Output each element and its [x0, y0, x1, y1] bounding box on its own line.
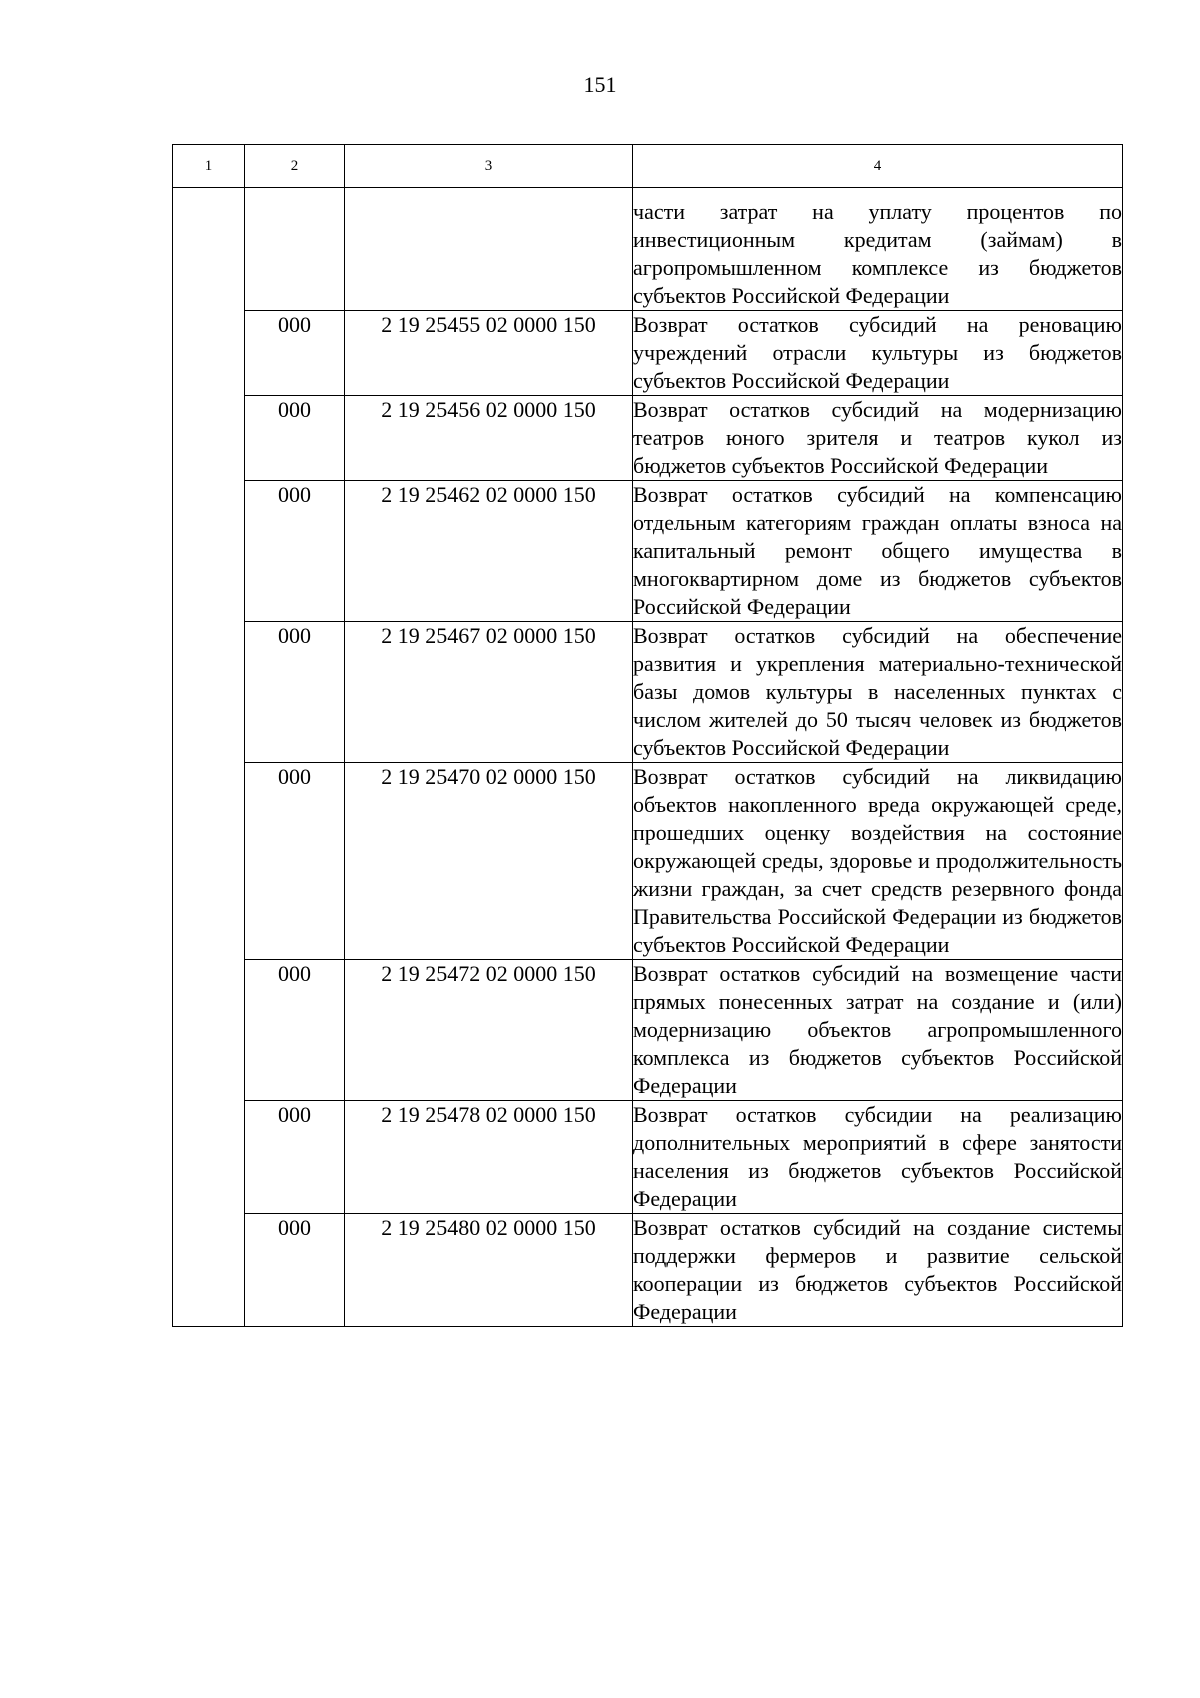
- admin-code: 000: [245, 1101, 345, 1214]
- admin-code: 000: [245, 960, 345, 1101]
- header-col-4: 4: [633, 145, 1123, 188]
- table-row: [173, 481, 1123, 622]
- table-row: [173, 1101, 1123, 1214]
- budget-code: 2 19 25478 02 0000 150: [345, 1101, 633, 1214]
- budget-code: 2 19 25472 02 0000 150: [345, 960, 633, 1101]
- admin-code: 000: [245, 481, 345, 622]
- admin-code: 000: [245, 763, 345, 960]
- continuation-description: [633, 188, 1123, 311]
- budget-code: 2 19 25455 02 0000 150: [345, 311, 633, 396]
- col1-merged-cell: [173, 188, 245, 1327]
- admin-code: 000: [245, 622, 345, 763]
- continuation-row: [173, 188, 1123, 311]
- description: Возврат остатков субсидий на реновацию учреждений отрасли культуры из бюджетов субъектов Российской Федерации: [633, 311, 1123, 396]
- table-row: [173, 622, 1123, 763]
- admin-code: 000: [245, 396, 345, 481]
- description: Возврат остатков субсидии на реализацию дополнительных мероприятий в сфере занятости населения из бюджетов субъектов Российской Федерации: [633, 1101, 1123, 1214]
- budget-code: 2 19 25467 02 0000 150: [345, 622, 633, 763]
- table-row: [173, 396, 1123, 481]
- budget-code: 2 19 25456 02 0000 150: [345, 396, 633, 481]
- budget-codes-table: [172, 144, 1123, 1327]
- table-row: [173, 960, 1123, 1101]
- header-col-3: 3: [345, 145, 633, 188]
- description: Возврат остатков субсидий на создание системы поддержки фермеров и развитие сельской кооперации из бюджетов субъектов Российской Федерации: [633, 1214, 1123, 1327]
- budget-code: 2 19 25462 02 0000 150: [345, 481, 633, 622]
- description: Возврат остатков субсидий на обеспечение развития и укрепления материально-технической базы домов культуры в населенных пунктах с числом жителей до 50 тысяч человек из бюджетов субъектов Российской Федерации: [633, 622, 1123, 763]
- continuation-admin-cell: [245, 188, 345, 311]
- admin-code: 000: [245, 1214, 345, 1327]
- description: Возврат остатков субсидий на компенсацию отдельным категориям граждан оплаты взноса на капитальный ремонт общего имущества в многоквартирном доме из бюджетов субъектов Российской Федерации: [633, 481, 1123, 622]
- description: Возврат остатков субсидий на ликвидацию объектов накопленного вреда окружающей среде, прошедших оценку воздействия на состояние окружающей среды, здоровье и продолжительность жизни граждан, за счет средств резервного фонда Правительства Российской Федерации из бюджетов субъектов Российской Федерации: [633, 763, 1123, 960]
- table-row: [173, 763, 1123, 960]
- table-row: [173, 1214, 1123, 1327]
- header-row: [173, 145, 1123, 188]
- continuation-text: части затрат на уплату процентов по инвестиционным кредитам (займам) в агропромышленном комплексе из бюджетов субъектов Российской Федерации: [633, 199, 1122, 308]
- table-row: [173, 311, 1123, 396]
- continuation-code-cell: [345, 188, 633, 311]
- page-number: 151: [583, 72, 617, 97]
- header-col-1: 1: [173, 145, 245, 188]
- header-col-2: 2: [245, 145, 345, 188]
- budget-code: 2 19 25470 02 0000 150: [345, 763, 633, 960]
- admin-code: 000: [245, 311, 345, 396]
- description: Возврат остатков субсидий на возмещение части прямых понесенных затрат на создание и (или) модернизацию объектов агропромышленного комплекса из бюджетов субъектов Российской Федерации: [633, 960, 1123, 1101]
- description: Возврат остатков субсидий на модернизацию театров юного зрителя и театров кукол из бюджетов субъектов Российской Федерации: [633, 396, 1123, 481]
- budget-code: 2 19 25480 02 0000 150: [345, 1214, 633, 1327]
